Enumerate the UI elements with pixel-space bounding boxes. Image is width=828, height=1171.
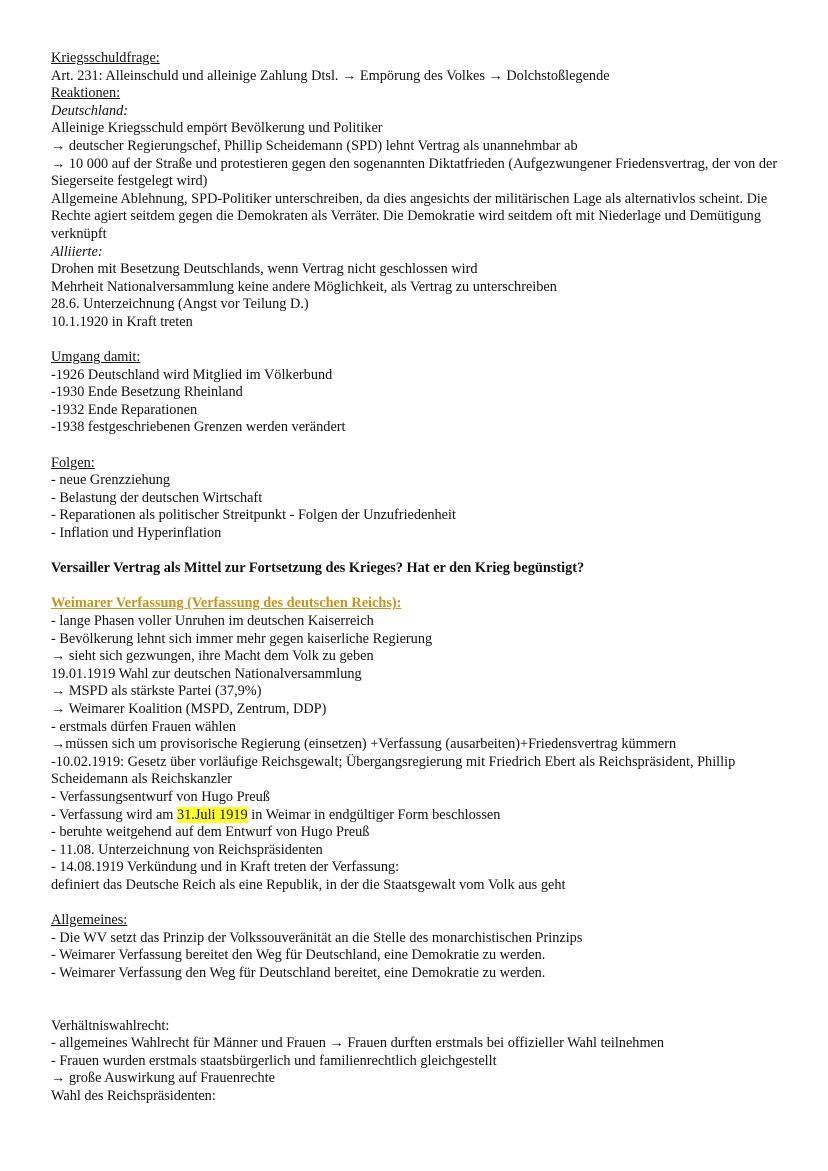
heading-reaktionen: Reaktionen: [51,85,121,102]
heading-weimarer-verfassung: Weimarer Verfassung (Verfassung des deutschen Reichs): [51,595,402,612]
question-heading: Versailler Vertrag als Mittel zur Fortsetzung des Krieges? Hat er den Krieg begünstigt? [51,560,585,577]
heading-folgen: Folgen: [51,454,95,471]
spacer [51,578,791,596]
text-line: Drohen mit Besetzung Deutschlands, wenn Vertrag nicht geschlossen wird [51,261,478,278]
list-item: - 11.08. Unterzeichnung von Reichspräsidenten [51,841,323,858]
list-item: - allgemeines Wahlrecht für Männer und Frauen → Frauen durften erstmals bei offizieller Wahl teilnehmen [51,1035,665,1052]
list-item: - Belastung der deutschen Wirtschaft [51,489,263,506]
list-item: -1938 festgeschriebenen Grenzen werden verändert [51,419,346,436]
subheading-alliierte: Alliierte: [51,243,103,260]
highlighted-date: 31.Juli 1919 [177,806,248,823]
heading-verhaeltniswahlrecht: Verhältniswahlrecht: [51,1017,170,1034]
list-item: -1930 Ende Besetzung Rheinland [51,384,243,401]
list-item: - Weimarer Verfassung den Weg für Deutschland bereitet, eine Demokratie zu werden. [51,964,546,981]
list-item: 19.01.1919 Wahl zur deutschen Nationalversammlung [51,665,362,682]
list-item: → große Auswirkung auf Frauenrechte [51,1070,275,1087]
list-item: - Weimarer Verfassung bereitet den Weg für Deutschland, eine Demokratie zu werden. [51,947,546,964]
list-item: -10.02.1919: Gesetz über vorläufige Reichsgewalt; Übergangsregierung mit Friedrich Ebert als Reichspräsident, Phillip Scheidemann als Reichskanzler [51,753,736,788]
text-line: Alleinige Kriegsschuld empört Bevölkerung und Politiker [51,120,383,137]
list-item: -1926 Deutschland wird Mitglied im Völkerbund [51,366,333,383]
list-item: definiert das Deutsche Reich als eine Republik, in der die Staatsgewalt vom Volk aus geht [51,876,566,893]
text-line: Art. 231: Alleinschuld und alleinige Zahlung Dtsl. → Empörung des Volkes → Dolchstoßlegende [51,67,610,84]
heading-umgang: Umgang damit: [51,349,141,366]
list-item-highlighted [51,807,791,825]
list-item: - neue Grenzziehung [51,472,171,489]
spacer [51,895,791,913]
list-item: - lange Phasen voller Unruhen im deutschen Kaiserreich [51,613,374,629]
text-paragraph: → 10 000 auf der Straße und protestieren gegen den sogenannten Diktatfrieden (Aufgezwungener Friedensvertrag, der von der Siegerseite festgelegt wird) [51,155,778,190]
text-paragraph: Allgemeine Ablehnung, SPD-Politiker unterschreiben, da dies angesichts der militärischen Lage als alternativlos scheint. Die Rechte agiert seitdem gegen die Demokraten als Verräter. Die Demokratie wird seitdem oft mit Niederlage und Demütigung verknüpft [51,190,768,242]
subheading-deutschland: Deutschland: [51,102,129,119]
text-line: 10.1.1920 in Kraft treten [51,313,193,330]
list-item: - Frauen wurden erstmals staatsbürgerlich und familienrechtlich gleichgestellt [51,1052,497,1069]
text-fragment: - Verfassung wird am [51,806,177,823]
text-line: 28.6. Unterzeichnung (Angst vor Teilung D.) [51,296,309,313]
list-item: - Inflation und Hyperinflation [51,525,222,542]
list-item: - Verfassungsentwurf von Hugo Preuß [51,788,270,805]
list-item: → sieht sich gezwungen, ihre Macht dem Volk zu geben [51,648,374,665]
list-item: - beruhte weitgehend auf dem Entwurf von Hugo Preuß [51,824,370,841]
text-fragment: in Weimar in endgültiger Form beschlossen [247,806,501,823]
spacer [51,332,791,350]
list-item: - 14.08.1919 Verkündung und in Kraft treten der Verfassung: [51,859,400,876]
list-item: - erstmals dürfen Frauen wählen [51,718,237,735]
heading-allgemeines: Allgemeines: [51,912,128,929]
list-item: Wahl des Reichspräsidenten: [51,1088,216,1105]
list-item: -1932 Ende Reparationen [51,401,198,418]
list-item: → Weimarer Koalition (MSPD, Zentrum, DDP) [51,700,327,717]
list-item: - Die WV setzt das Prinzip der Volkssouveränität an die Stelle des monarchistischen Prinzips [51,929,583,946]
text-line: → deutscher Regierungschef, Phillip Scheidemann (SPD) lehnt Vertrag als unannehmbar ab [51,137,578,154]
list-item: →müssen sich um provisorische Regierung (einsetzen) +Verfassung (ausarbeiten)+Friedensvertrag kümmern [51,736,677,753]
document-page [51,50,791,1106]
list-item: - Reparationen als politischer Streitpunkt - Folgen der Unzufriedenheit [51,507,456,524]
list-item: - Bevölkerung lehnt sich immer mehr gegen kaiserliche Regierung [51,630,433,647]
heading-kriegsschuldfrage: Kriegsschuldfrage: [51,50,160,66]
spacer [51,982,791,1017]
list-item: → MSPD als stärkste Partei (37,9%) [51,683,262,700]
spacer [51,543,791,561]
spacer [51,437,791,455]
text-line: Mehrheit Nationalversammlung keine andere Möglichkeit, als Vertrag zu unterschreiben [51,278,557,295]
